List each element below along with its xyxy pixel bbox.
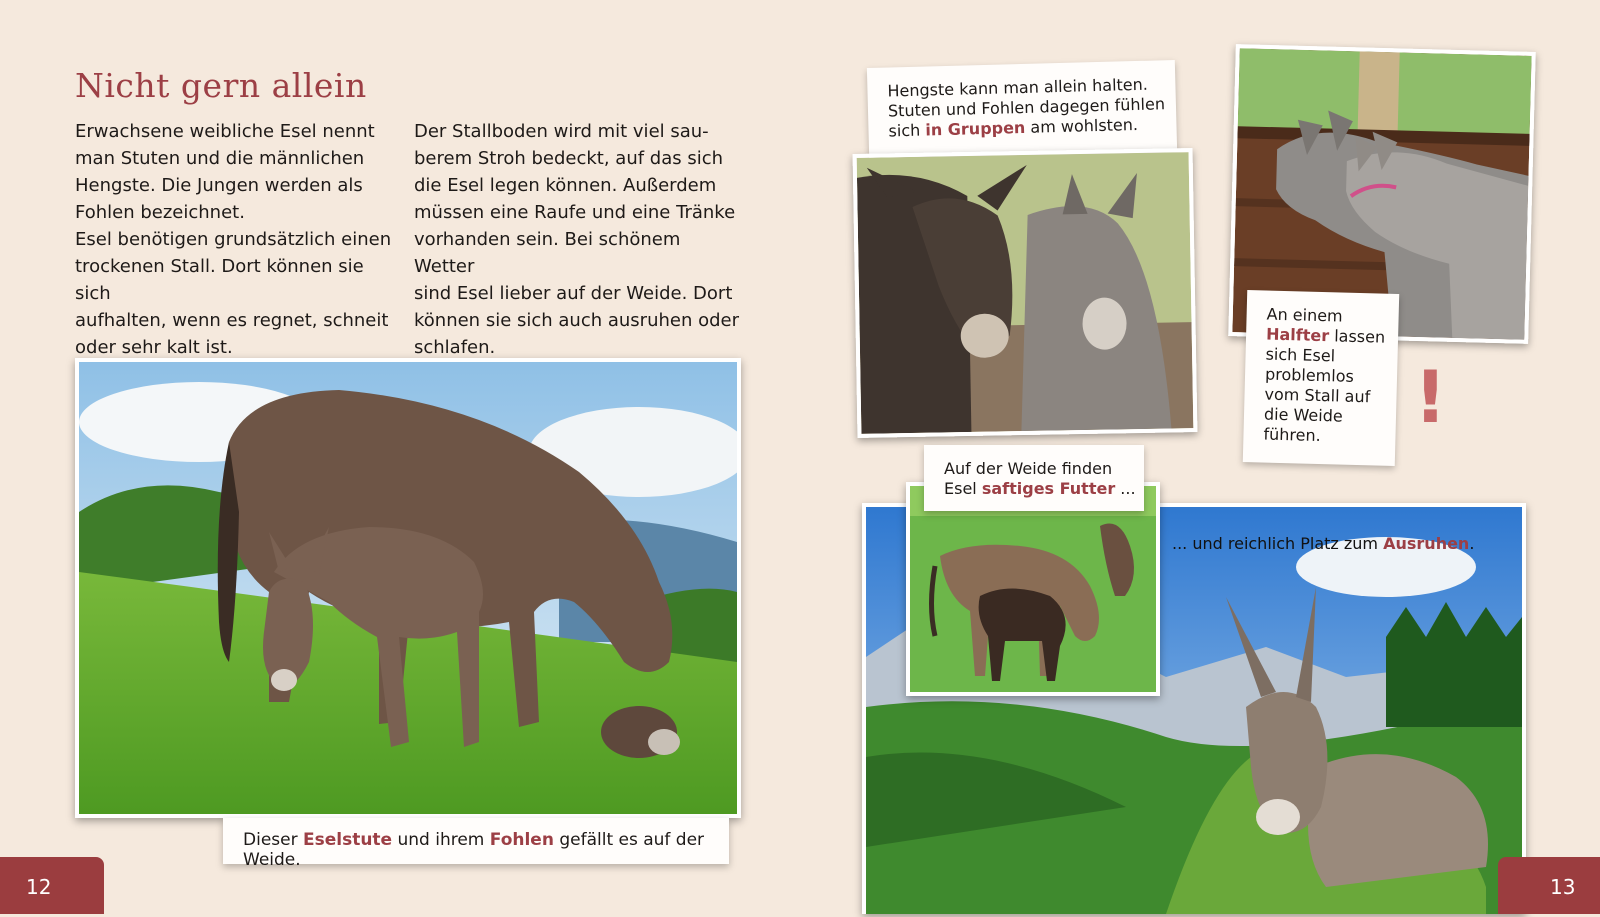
text-line: aufhalten, wenn es regnet, schneit: [75, 310, 389, 331]
page-number-left: [0, 857, 104, 914]
note-text: am wohlsten.: [1025, 114, 1139, 137]
caption-mare-foal: [223, 818, 729, 870]
page-number-right: [1498, 857, 1600, 914]
note-line: [944, 479, 1144, 499]
text-line: sind Esel lieber auf der Weide. Dort: [414, 283, 733, 304]
note-highlight: saftiges Futter: [981, 479, 1116, 498]
text-line: müssen eine Raufe und eine Tränke: [414, 202, 736, 223]
note-text: ...: [1115, 479, 1136, 498]
note-line: problemlos: [1264, 364, 1355, 386]
page-heading: Nicht gern allein: [75, 66, 367, 105]
exclamation-icon: !: [1414, 355, 1447, 439]
grazing-donkeys-illustration: [910, 486, 1156, 692]
note-line: Auf der Weide finden: [944, 459, 1113, 478]
note-line: An einem: [1266, 304, 1343, 326]
note-text: Esel: [944, 479, 982, 498]
caption-text: und ihrem: [392, 830, 490, 850]
text-line: Der Stallboden wird mit viel sau-: [414, 121, 709, 142]
note-text: sich: [888, 120, 926, 141]
text-line: Esel benötigen grundsätzlich einen: [75, 229, 392, 250]
text-line: schlafen.: [414, 337, 496, 358]
note-line: führen.: [1263, 424, 1321, 446]
caption-text: .: [1469, 534, 1475, 553]
caption-highlight: Fohlen: [489, 830, 554, 850]
note-line: Stuten und Fohlen dagegen fühlen: [887, 94, 1166, 121]
caption-text: gefällt es auf der Weide.: [243, 830, 705, 870]
text-line: berem Stroh bedeckt, auf das sich: [414, 148, 724, 169]
text-column-2: [414, 118, 744, 361]
text-line: vorhanden sein. Bei schönem Wetter: [414, 229, 681, 277]
mare-foal-illustration: [79, 362, 737, 814]
photo-grazing-donkeys: [906, 482, 1160, 696]
text-line: Hengste. Die Jungen werden als: [75, 175, 363, 196]
text-column-1: [75, 118, 405, 361]
note-highlight: Halfter: [1265, 324, 1330, 346]
caption-text: ... und reichlich Platz zum: [1172, 534, 1384, 553]
page-number-text: 13: [1550, 875, 1576, 899]
text-line: die Esel legen können. Außerdem: [414, 175, 717, 196]
caption-highlight: Ausruhen: [1383, 534, 1470, 553]
two-donkeys-illustration: [857, 152, 1194, 434]
text-line: man Stuten und die männlichen: [75, 148, 365, 169]
note-line: die Weide: [1263, 404, 1343, 426]
note-halfter: [1243, 290, 1399, 466]
note-futter: [924, 445, 1144, 511]
page-number-text: 12: [26, 875, 52, 899]
text-line: trockenen Stall. Dort können sie sich: [75, 256, 364, 304]
photo-two-donkeys: [853, 148, 1198, 438]
caption-highlight: Eselstute: [302, 830, 393, 850]
text-line: Fohlen bezeichnet.: [75, 202, 245, 223]
note-line: sich Esel: [1265, 344, 1336, 366]
caption-resting: [1172, 534, 1474, 553]
photo-mare-and-foal: [75, 358, 741, 818]
text-line: Erwachsene weibliche Esel nennt: [75, 121, 375, 142]
note-line: Hengste kann man allein halten.: [887, 74, 1149, 101]
note-text: lassen: [1328, 326, 1386, 347]
note-groups: [867, 60, 1177, 158]
caption-text: Dieser: [243, 830, 303, 850]
note-line: vom Stall auf: [1264, 384, 1371, 407]
note-highlight: in Gruppen: [925, 117, 1026, 140]
text-line: oder sehr kalt ist.: [75, 337, 233, 358]
text-line: können sie sich auch ausruhen oder: [414, 310, 740, 331]
